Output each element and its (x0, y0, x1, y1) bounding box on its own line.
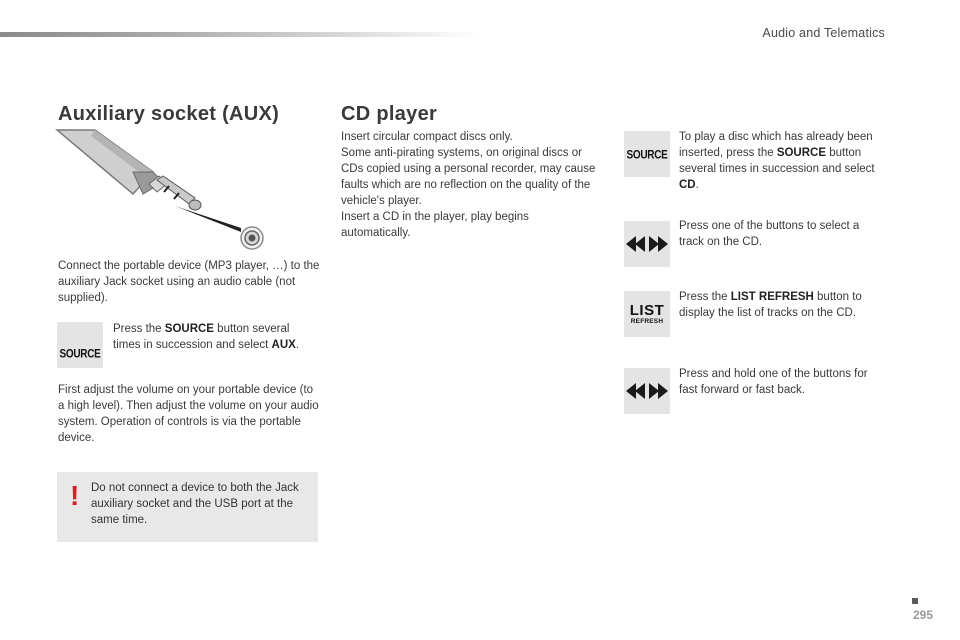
prev-next-icon (626, 236, 668, 252)
pointer-line (175, 206, 241, 232)
page-marker (912, 598, 918, 604)
list-refresh-label: LIST REFRESH (629, 301, 665, 325)
aux-adjust-text: First adjust the volume on your portable device (to a high level). Then adjust the volume on your audio system. Operation of controls is via the portable device. (58, 384, 319, 444)
cd-select-track-text: Press one of the buttons to select a track on the CD. (679, 220, 860, 248)
warning-box (57, 472, 318, 542)
list-refresh-button-image (624, 291, 670, 337)
cd-play-text: To play a disc which has already been inserted, press the SOURCE button several times in succession and select CD. (679, 131, 875, 191)
section-header: Audio and Telematics (762, 26, 885, 40)
page-number: 295 (913, 608, 934, 622)
aux-press-source-text: Press the SOURCE button several times in succession and select AUX. (113, 323, 300, 351)
source-label: SOURCE (59, 347, 101, 361)
cd-source-button-image (624, 131, 670, 177)
header-gradient-bar (0, 32, 480, 37)
cd-hold-text: Press and hold one of the buttons for fast forward or fast back. (679, 368, 868, 396)
warning-text: Do not connect a device to both the Jack auxiliary socket and the USB port at the same time. (91, 482, 299, 526)
source-button-image (57, 322, 103, 368)
cd-list-refresh-text: Press the LIST REFRESH button to display the list of tracks on the CD. (679, 291, 862, 319)
aux-connect-text: Connect the portable device (MP3 player, …) to the auxiliary Jack socket using an audio cable (not supplied). (58, 260, 320, 304)
ff-fb-buttons-image (624, 368, 670, 414)
cd-title: CD player (341, 103, 438, 125)
aux-title: Auxiliary socket (AUX) (58, 103, 280, 125)
cd-intro-text: Insert circular compact discs only. Some anti-pirating systems, on original discs or CDs copied using a personal recorder, may cause faults which are no reflection on the quality of the vehicle's player. Insert a CD in the player, play begins automatically. (341, 131, 596, 239)
jack-plug-illustration (55, 128, 275, 253)
warning-icon: ! (70, 480, 80, 511)
track-buttons-image (624, 221, 670, 267)
cd-source-label: SOURCE (626, 149, 668, 162)
fast-forward-back-icon (626, 383, 668, 399)
